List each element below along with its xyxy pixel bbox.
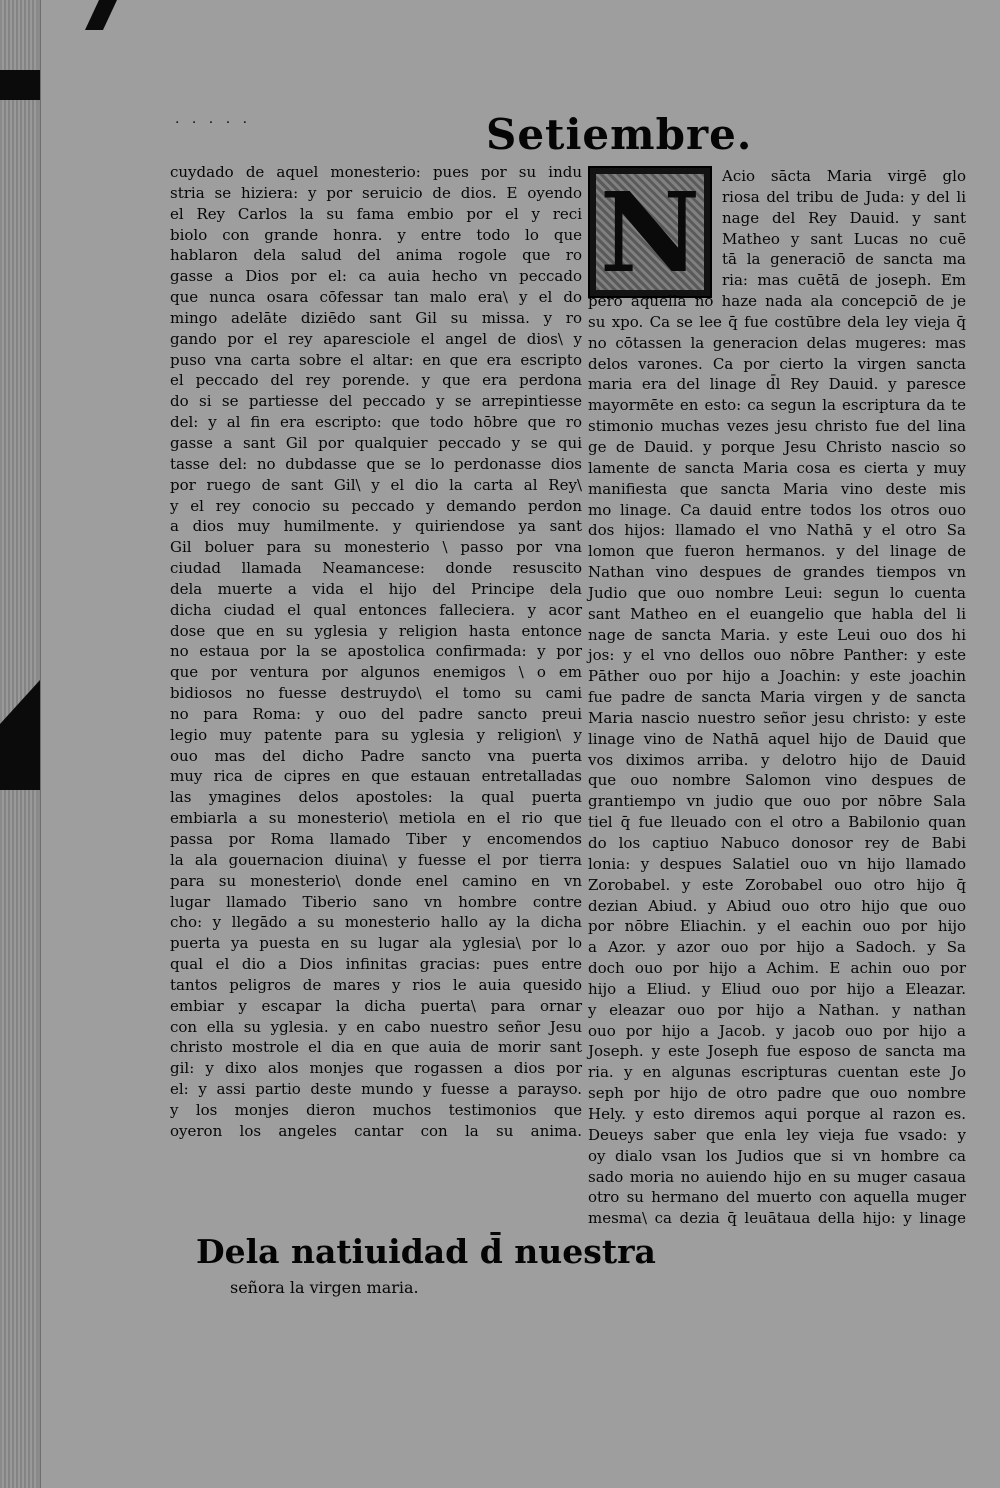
initial-letter: N	[599, 167, 701, 297]
text-line: cuydado de aquel monesterio: pues por su indu	[170, 163, 582, 181]
text-line: por nōbre Eliachin. y el eachin ouo por hijo	[588, 917, 966, 936]
text-line: que ouo nombre Salomon vino despues de	[588, 771, 966, 790]
text-line: delos varones. Ca por cierto la virgen sancta	[588, 354, 966, 373]
text-line: mingo adelāte diziēdo sant Gil su missa. y ro	[170, 308, 582, 327]
text-line: del: y al fin era escripto: que todo hōbre que ro	[170, 413, 582, 432]
text-line: Gil boluer para su monesterio \ passo por vna	[170, 538, 582, 557]
text-line: ria: mas cuētā de joseph. Em	[722, 271, 966, 290]
text-line: Pāther ouo por hijo a Joachin: y este joachin	[588, 667, 966, 686]
text-line: christo mostrole el dia en que auia de morir sant	[170, 1038, 582, 1057]
text-line: Joseph. y este Joseph fue esposo de sancta ma	[588, 1042, 966, 1061]
text-line: las ymagines delos apostoles: la qual puerta	[170, 788, 582, 807]
text-line: Maria nascio nuestro señor jesu christo: y este	[588, 708, 966, 727]
text-line: bidiosos no fuesse destruydo\ el tomo su cami	[170, 684, 582, 703]
text-line: el: y assi partio deste mundo y fuesse a parayso.	[170, 1080, 582, 1099]
text-line: Nathan vino despues de grandes tiempos vn	[588, 563, 966, 582]
text-line: gil: y dixo alos monjes que rogassen a dios por	[170, 1059, 582, 1078]
text-line: a Azor. y azor ouo por hijo a Sadoch. y Sa	[588, 938, 966, 957]
text-line: que nunca osara cōfessar tan malo era\ y el do	[170, 288, 582, 307]
text-line: Judio que ouo nombre Leui: segun lo cuenta	[588, 583, 966, 602]
text-line: dos hijos: llamado el vno Nathā y el otro Sa	[588, 521, 966, 540]
text-line: tantos peligros de mares y rios le auia quesido	[170, 975, 582, 994]
text-line: do si se partiesse del peccado y se arrepintiesse	[170, 392, 582, 411]
text-line: por ruego de sant Gil\ y el dio la carta al Rey\	[170, 475, 582, 494]
text-line: embiarla a su monesterio\ metiola en el rio que	[170, 809, 582, 828]
text-line: sant Matheo en el euangelio que habla del li	[588, 604, 966, 623]
text-line: que por ventura por algunos enemigos \ o em	[170, 663, 582, 682]
text-line: vos diximos arriba. y delotro hijo de Dauid	[588, 750, 966, 769]
text-line: lugar llamado Tiberio sano vn hombre contre	[170, 892, 582, 911]
text-line: mayormēte en esto: ca segun la escriptura da te	[588, 396, 966, 415]
text-line: linage vino de Nathā aquel hijo de Dauid que	[588, 729, 966, 748]
text-line: puso vna carta sobre el altar: en que era escripto	[170, 350, 582, 369]
text-line: tiel q̄ fue lleuado con el otro a Babilonio quan	[588, 813, 966, 832]
text-line: su xpo. Ca se lee q̄ fue costūbre dela ley vieja q̄	[588, 312, 966, 331]
text-line: dezian Abiud. y Abiud ouo otro hijo que ouo	[588, 896, 966, 915]
text-line: tā la generaciō de sancta ma	[722, 250, 966, 269]
text-line: otro su hermano del muerto con aquella muger	[588, 1188, 966, 1207]
text-line: maria era del linage d̄l Rey Dauid. y paresce	[588, 375, 966, 394]
right-column	[588, 166, 966, 1229]
corner-mark	[85, 0, 117, 30]
text-line: stimonio muchas vezes jesu christo fue del lina	[588, 417, 966, 436]
ornament-dots: · · · · ·	[175, 115, 252, 131]
text-line: biolo con grande honra. y entre todo lo que	[170, 225, 582, 244]
text-line: cho: y llegādo a su monesterio hallo ay la dicha	[170, 913, 582, 932]
text-line: el Rey Carlos la su fama embio por el y reci	[170, 204, 582, 223]
text-line: passa por Roma llamado Tiber y encomendos	[170, 830, 582, 848]
text-line: muy rica de cipres en que estauan entretalladas	[170, 767, 582, 786]
text-line: doch ouo por hijo a Achim. E achin ouo por	[588, 959, 966, 978]
text-line: do los captiuo Nabuco donosor rey de Babi	[588, 834, 966, 852]
text-line: seph por hijo de otro padre que ouo nombre	[588, 1084, 966, 1103]
text-line: mo linage. Ca dauid entre todos los otros ouo	[588, 500, 966, 519]
text-line: y los monjes dieron muchos testimonios que	[170, 1100, 582, 1119]
text-line: grantiempo vn judio que ouo por nōbre Sala	[588, 792, 966, 811]
text-line: con ella su yglesia. y en cabo nuestro señor Jesu	[170, 1017, 582, 1036]
text-line: Deueys saber que enla ley vieja fue vsado: y	[588, 1125, 966, 1144]
text-line: hijo a Eliud. y Eliud ouo por hijo a Eleazar.	[588, 979, 966, 998]
text-line: y el rey conocio su peccado y demando perdon	[170, 496, 582, 515]
text-line: sado moria no auiendo hijo en su muger casaua	[588, 1167, 966, 1186]
text-line: ria. y en algunas escripturas cuentan este Jo	[588, 1063, 966, 1082]
text-line: no cōtassen la generacion delas mugeres: mas	[588, 333, 966, 352]
text-line: ge de Dauid. y porque Jesu Christo nascio so	[588, 437, 966, 456]
text-line: gando por el rey aparesciole el angel de dios\ y	[170, 329, 582, 348]
text-line: dela muerte a vida el hijo del Principe dela	[170, 579, 582, 598]
text-line: no para Roma: y ouo del padre sancto preui	[170, 704, 582, 723]
text-line: para su monesterio\ donde enel camino en vn	[170, 871, 582, 890]
page-tab-marker	[0, 70, 40, 100]
text-line: riosa del tribu de Juda: y del li	[722, 187, 966, 206]
text-line: Hely. y esto diremos aqui porque al razon es.	[588, 1104, 966, 1123]
text-line: Zorobabel. y este Zorobabel ouo otro hijo q̄	[588, 875, 966, 894]
text-line: manifiesta que sancta Maria vino deste mis	[588, 479, 966, 498]
text-line: ouo mas del dicho Padre sancto vna puerta	[170, 746, 582, 765]
text-line: pero aquella no haze nada ala concepciō de je	[588, 292, 966, 311]
text-line: tasse del: no dubdasse que se lo perdonasse dios	[170, 454, 582, 473]
text-line: qual el dio a Dios infinitas gracias: pues entre	[170, 955, 582, 974]
section-title: Dela natiuidad d̄ nuestra	[196, 1232, 656, 1271]
section-subtitle: señora la virgen maria.	[230, 1278, 419, 1297]
text-line: legio muy patente para su yglesia y religion\ y	[170, 725, 582, 744]
text-line: puerta ya puesta en su lugar ala yglesia\ por lo	[170, 934, 582, 953]
text-line: ciudad llamada Neamancese: donde resuscito	[170, 559, 582, 578]
text-line: la ala gouernacion diuina\ y fuesse el por tierra	[170, 850, 582, 869]
text-line: lomon que fueron hermanos. y del linage de	[588, 542, 966, 561]
text-line: hablaron dela salud del anima rogole que ro	[170, 246, 582, 265]
text-line: ouo por hijo a Jacob. y jacob ouo por hijo a	[588, 1021, 966, 1040]
text-line: y eleazar ouo por hijo a Nathan. y nathan	[588, 1000, 966, 1019]
text-line: oy dialo vsan los Judios que si vn hombre ca	[588, 1146, 966, 1165]
text-line: lonia: y despues Salatiel ouo vn hijo llamado	[588, 854, 966, 873]
text-line: dose que en su yglesia y religion hasta entonce	[170, 621, 582, 640]
text-line: gasse a Dios por el: ca auia hecho vn peccado	[170, 267, 582, 286]
text-line: el peccado del rey porende. y que era perdona	[170, 371, 582, 390]
text-line: Acio sācta Maria virgē glo	[722, 167, 966, 185]
text-line: a dios muy humilmente. y quiriendose ya sant	[170, 517, 582, 536]
text-line: Matheo y sant Lucas no cuē	[722, 229, 966, 248]
text-line: oyeron los angeles cantar con la su anima.	[170, 1121, 582, 1140]
text-line: jos: y el vno dellos ouo nōbre Panther: y este	[588, 646, 966, 665]
text-line: lamente de sancta Maria cosa es cierta y muy	[588, 458, 966, 477]
text-line: stria se hiziera: y por seruicio de dios. E oyendo	[170, 183, 582, 202]
text-line: no estaua por la se apostolica confirmada: y por	[170, 642, 582, 661]
text-line: mesma\ ca dezia q̄ leuātaua della hijo: y linage	[588, 1209, 966, 1228]
text-line: embiar y escapar la dicha puerta\ para ornar	[170, 996, 582, 1015]
left-column	[170, 162, 582, 1142]
text-line: fue padre de sancta Maria virgen y de sancta	[588, 688, 966, 707]
text-line: nage de sancta Maria. y este Leui ouo dos hi	[588, 625, 966, 644]
text-line: gasse a sant Gil por qualquier peccado y se qui	[170, 433, 582, 452]
text-line: nage del Rey Dauid. y sant	[722, 208, 966, 227]
text-line: dicha ciudad el qual entonces falleciera. y acor	[170, 600, 582, 619]
running-head: Setiembre.	[486, 110, 753, 159]
